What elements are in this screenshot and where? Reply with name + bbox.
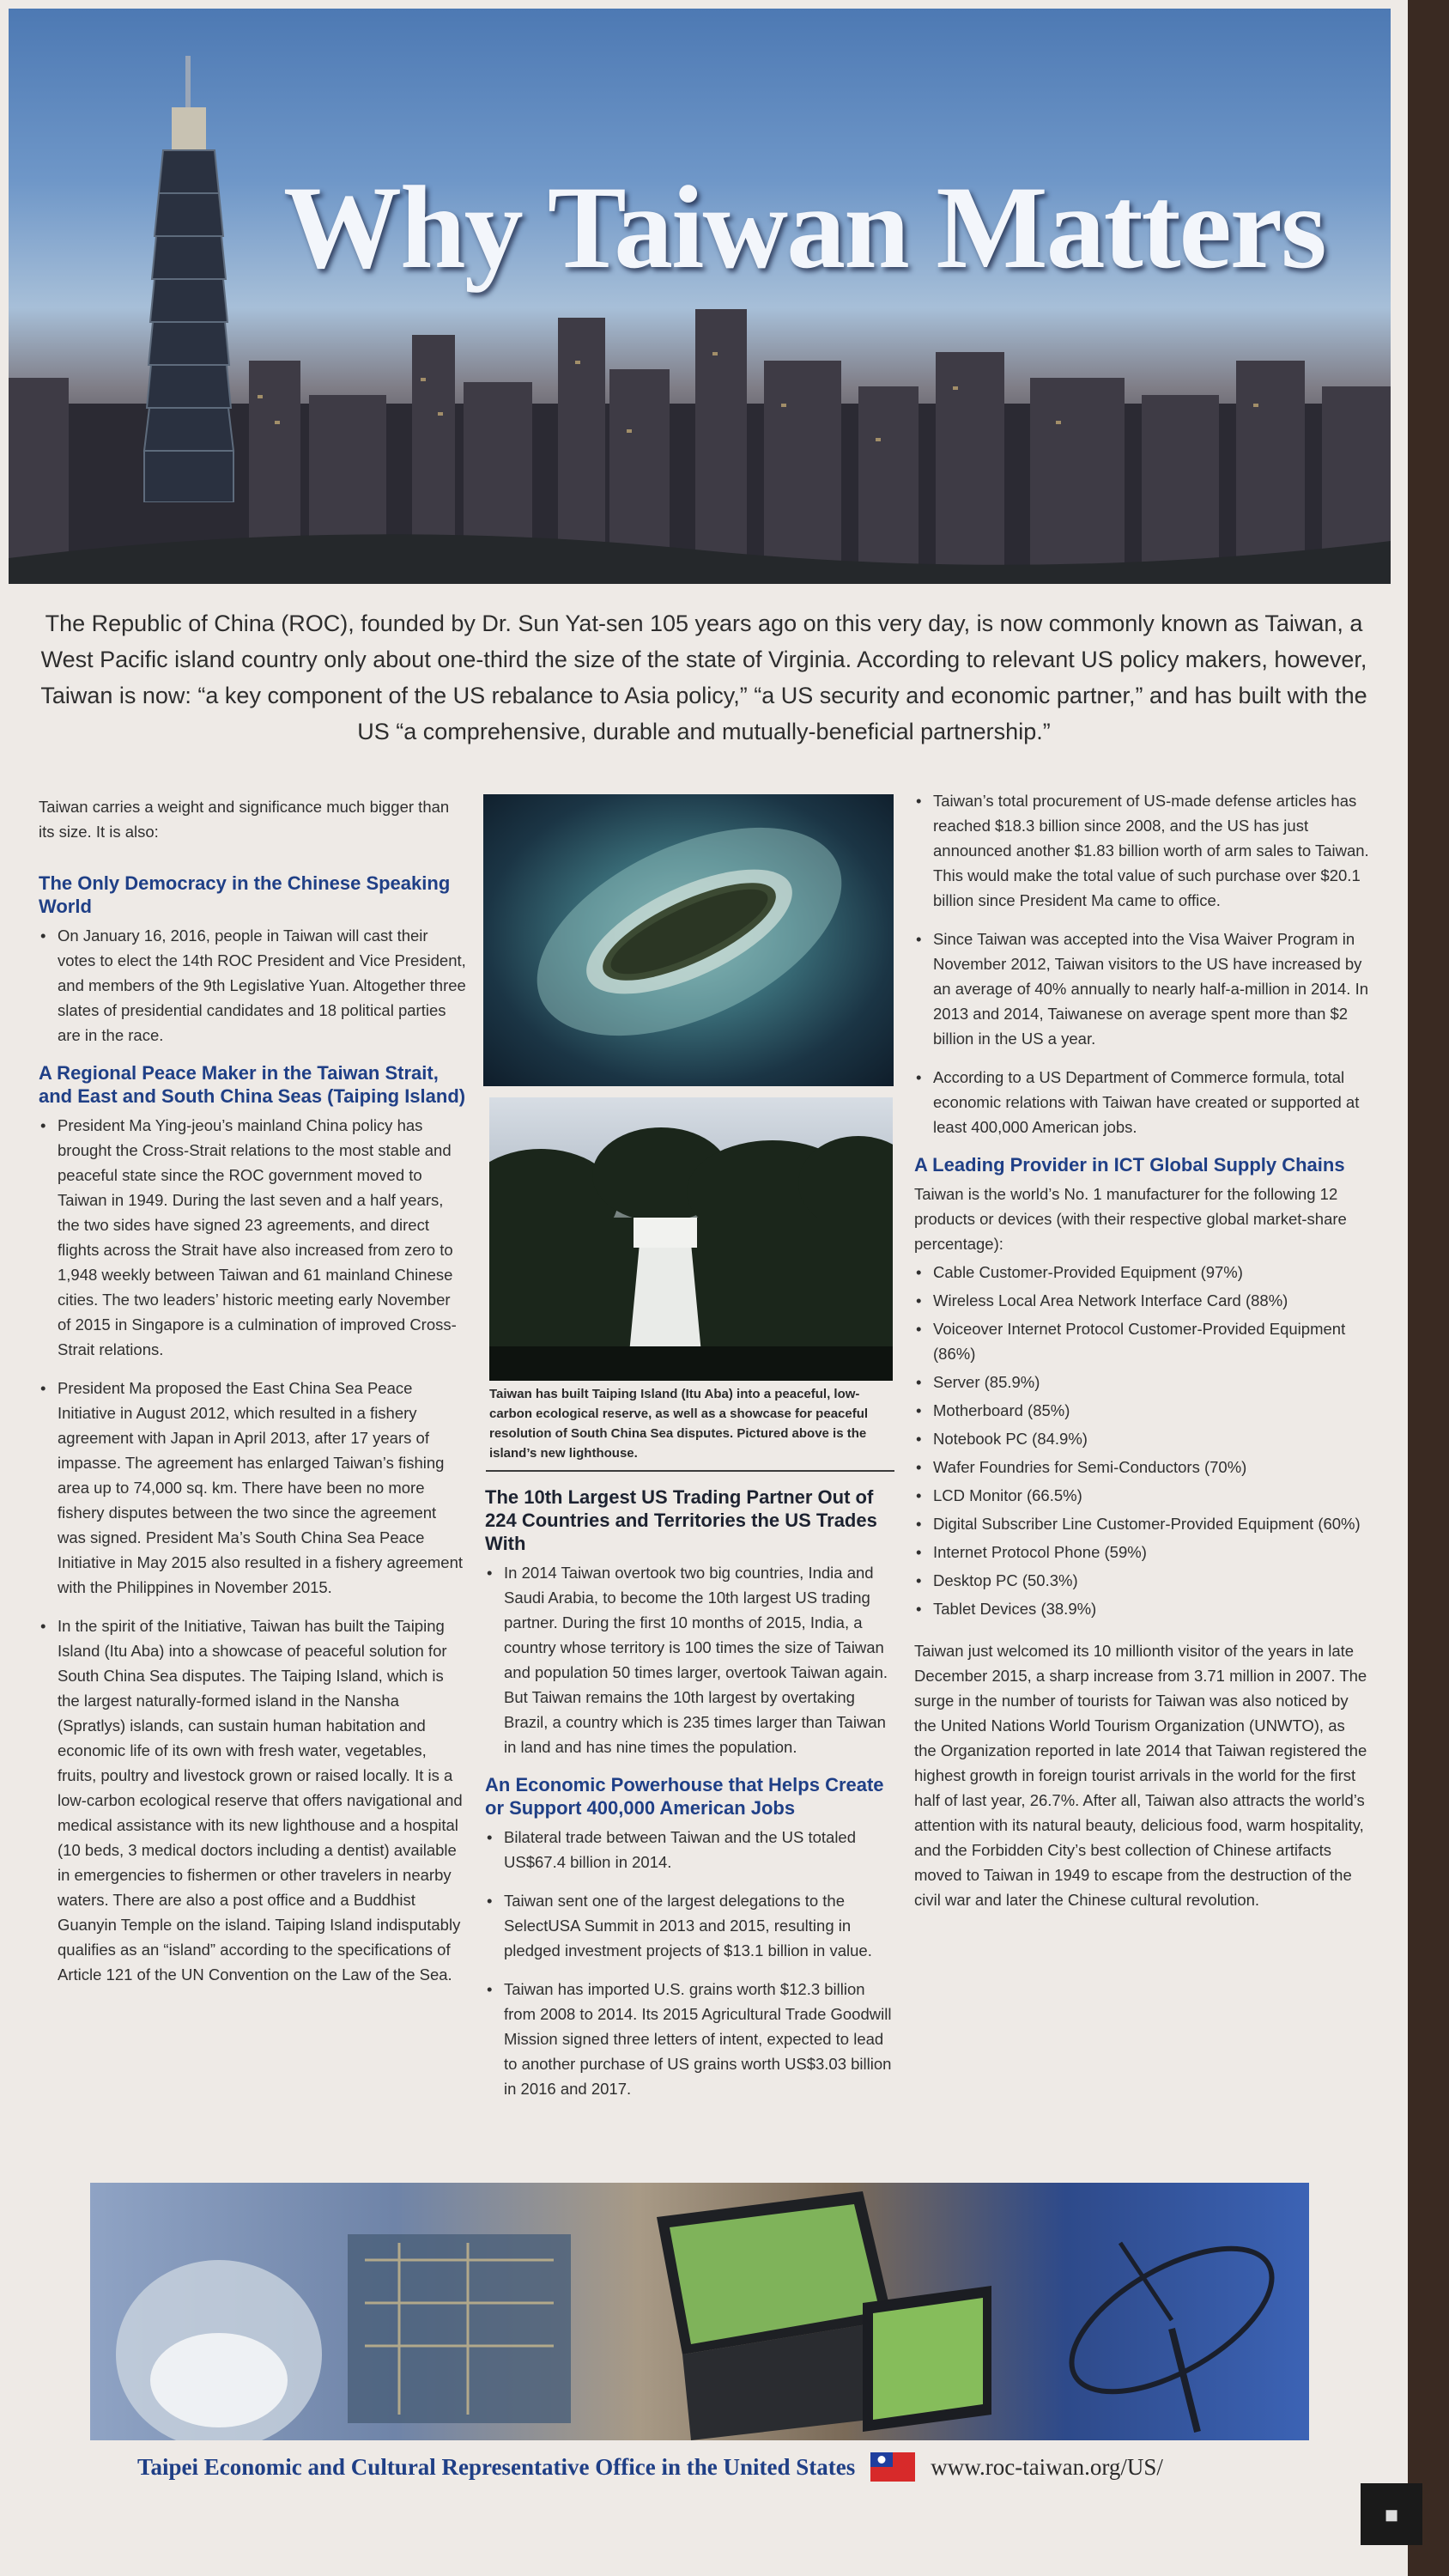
taipei-101-tower-image bbox=[137, 56, 240, 502]
ict-item: • Tablet Devices (38.9%) bbox=[914, 1596, 1369, 1621]
intro-paragraph: The Republic of China (ROC), founded by Dr. Sun Yat-sen 105 years ago on this very day, is now commonly known as Taiwan, a West Pacific island country only about one-third the size of the state of Virginia. According to relevant US policy makers, however, Taiwan is now: “a key component of the US rebalance to Asia policy,” “a US security and economic partner,” and has built with the US “a comprehensive, durable and mutually-beneficial partnership.” bbox=[40, 611, 1367, 744]
footer-bar bbox=[137, 2445, 1305, 2488]
bullet-east-china-sea: • President Ma proposed the East China Sea Peace Initiative in August 2012, which resulted in a fishery agreement with Japan in April 2013, after 17 years of impasse. The agreement has enlarged Taiwan’s fishing area up to 74,000 sq. km. There have been no more fishery disputes between the two since the agreement was signed. President Ma’s South China Sea Peace Initiative in May 2015 also resulted in a fishery agreement with the Philippines in November 2015. bbox=[39, 1376, 468, 1600]
ict-item: • Cable Customer-Provided Equipment (97%) bbox=[914, 1260, 1369, 1285]
section-title-democracy: The Only Democracy in the Chinese Speaking World bbox=[39, 872, 451, 917]
ict-product-list bbox=[914, 1260, 1369, 1621]
section-title-trading-partner: The 10th Largest US Trading Partner Out of 224 Countries and Territories the US Trades With bbox=[485, 1486, 877, 1554]
ict-lead-text: Taiwan is the world’s No. 1 manufacturer for the following 12 products or devices (with their respective global market-share percentage): bbox=[914, 1185, 1347, 1253]
tourism-paragraph: Taiwan just welcomed its 10 millionth visitor of the years in late December 2015, a sharp increase from 3.71 million in 2007. The surge in the number of tourists for Taiwan was also noticed by the United Nations World Tourism Organization (UNWTO), as the Organization reported in late 2014 that Taiwan registered the highest growth in foreign tourist arrivals in the world for the first half of last year, 26.7%. After all, Taiwan also attracts the world’s attention with its natural beauty, delicious food, warm hospitality, and the Forbidden City’s best collection of Chinese artifacts moved to Taiwan in 1949 to escape from the destruction of the civil war and later the Chinese cultural revolution. bbox=[914, 1642, 1367, 1909]
ict-item: • Wafer Foundries for Semi-Conductors (70%) bbox=[914, 1455, 1369, 1479]
ict-item: • Internet Protocol Phone (59%) bbox=[914, 1540, 1369, 1564]
technology-collage-image bbox=[90, 2183, 1309, 2440]
ict-item: • Voiceover Internet Protocol Customer-Provided Equipment (86%) bbox=[914, 1316, 1369, 1366]
bullet-election: • On January 16, 2016, people in Taiwan will cast their votes to elect the 14th ROC President and Vice President, and members of the 9th Legislative Yuan. Altogether three slates of presidential candidates and 18 political parties are in the race. bbox=[39, 923, 468, 1048]
ict-item: • Desktop PC (50.3%) bbox=[914, 1568, 1369, 1593]
ict-item: • Digital Subscriber Line Customer-Provided Equipment (60%) bbox=[914, 1511, 1369, 1536]
photo-caption: Taiwan has built Taiping Island (Itu Aba) into a peaceful, low-carbon ecological reserve, as well as a showcase for peaceful resolution of South China Sea disputes. Pictured above is the island’s new lighthouse. bbox=[489, 1387, 869, 1461]
taiping-island-aerial-photo bbox=[483, 794, 894, 1086]
lighthouse-photo bbox=[489, 1097, 893, 1381]
section-trading-partner bbox=[485, 1485, 897, 1759]
left-lead-text: Taiwan carries a weight and significance much bigger than its size. It is also: bbox=[39, 798, 450, 841]
ict-item: • Wireless Local Area Network Interface Card (88%) bbox=[914, 1288, 1369, 1313]
section-democracy bbox=[39, 872, 468, 1048]
section-economic-powerhouse bbox=[485, 1773, 897, 2101]
caption-divider bbox=[486, 1470, 894, 1472]
ict-item: • Motherboard (85%) bbox=[914, 1398, 1369, 1423]
bullet-american-jobs: • According to a US Department of Commerce formula, total economic relations with Taiwan have created or supported at least 400,000 American jobs. bbox=[914, 1065, 1369, 1139]
section-peace-maker bbox=[39, 1061, 468, 1987]
ict-item: • Notebook PC (84.9%) bbox=[914, 1426, 1369, 1451]
hero-banner bbox=[9, 9, 1391, 584]
right-column bbox=[914, 788, 1369, 1912]
section-title-peace-maker: A Regional Peace Maker in the Taiwan Strait, and East and South China Seas (Taiping Island) bbox=[39, 1062, 466, 1107]
footer-website-link[interactable]: www.roc-taiwan.org/US/ bbox=[931, 2453, 1163, 2480]
middle-column bbox=[485, 1485, 897, 2115]
bullet-grain-imports: • Taiwan has imported U.S. grains worth $12.3 billion from 2008 to 2014. Its 2015 Agricultural Trade Goodwill Mission signed three letters of intent, expected to lead to another purchase of US grains worth US$3.03 billion in 2016 and 2017. bbox=[485, 1977, 897, 2101]
left-column bbox=[39, 794, 468, 2001]
ict-item: • LCD Monitor (66.5%) bbox=[914, 1483, 1369, 1508]
bullet-cross-strait: • President Ma Ying-jeou’s mainland China policy has brought the Cross-Strait relations to the most stable and peaceful state since the ROC government moved to Taiwan in 1949. During the last seven and a half years, the two sides have signed 23 agreements, and direct flights across the Strait have also increased from zero to 1,948 weekly between Taiwan and 61 mainland Chinese cities. The two leaders’ historic meeting early November of 2015 in Singapore is a culmination of improved Cross-Strait relations. bbox=[39, 1113, 468, 1362]
bullet-selectusa: • Taiwan sent one of the largest delegations to the SelectUSA Summit in 2013 and 2015, resulting in pledged investment projects of $13.1 billion in value. bbox=[485, 1888, 897, 1963]
watermark-stamp-icon: ◼ bbox=[1361, 2483, 1422, 2545]
bullet-defense-procurement: • Taiwan’s total procurement of US-made defense articles has reached $18.3 billion since 2008, and the US has just announced another $1.83 billion worth of arm sales to Taiwan. This would make the total value of such purchase over $20.1 billion since President Ma came to office. bbox=[914, 788, 1369, 913]
ict-item: • Server (85.9%) bbox=[914, 1370, 1369, 1394]
section-title-economic-powerhouse: An Economic Powerhouse that Helps Create or Support 400,000 American Jobs bbox=[485, 1774, 884, 1819]
bullet-bilateral-trade: • Bilateral trade between Taiwan and the US totaled US$67.4 billion in 2014. bbox=[485, 1825, 897, 1874]
roc-flag-icon bbox=[870, 2452, 915, 2482]
headline-title: Why Taiwan Matters bbox=[283, 161, 1325, 293]
section-ict bbox=[914, 1153, 1369, 1621]
bullet-trade-rank: • In 2014 Taiwan overtook two big countries, India and Saudi Arabia, to become the 10th largest US trading partner. During the first 10 months of 2015, India, a country whose territory is 100 times the size of Taiwan and population 50 times larger, overtook Taiwan again. But Taiwan remains the 10th largest by overtaking Brazil, a country which is 235 times larger than Taiwan in land and has nine times the population. bbox=[485, 1560, 897, 1759]
section-title-ict: A Leading Provider in ICT Global Supply Chains bbox=[914, 1154, 1345, 1176]
bullet-taiping-island: • In the spirit of the Initiative, Taiwan has built the Taiping Island (Itu Aba) into a showcase of peaceful solution for South China Sea disputes. The Taiping Island, which is the largest naturally-formed island in the Nansha (Spratlys) islands, can sustain human habitation and economic life of its own with fresh water, vegetables, fruits, poultry and livestock grown or raised locally. It is a low-carbon ecological reserve that offers navigational and medical assistance with its new lighthouse and a hospital (10 beds, 3 medical doctors including a dentist) available in emergencies to fishermen or other travelers in nearby waters. There are also a post office and a Buddhist Guanyin Temple on the island. Taiping Island indisputably qualifies as an “island” according to the specifications of Article 121 of the UN Convention on the Law of the Sea. bbox=[39, 1613, 468, 1987]
bullet-visa-waiver: • Since Taiwan was accepted into the Visa Waiver Program in November 2012, Taiwan visitors to the US have increased by an average of 40% annually to nearly half-a-million in 2014. In 2013 and 2014, Taiwanese on average spent more than $2 billion in the US a year. bbox=[914, 927, 1369, 1051]
footer-organization: Taipei Economic and Cultural Representative Office in the United States bbox=[137, 2453, 856, 2480]
